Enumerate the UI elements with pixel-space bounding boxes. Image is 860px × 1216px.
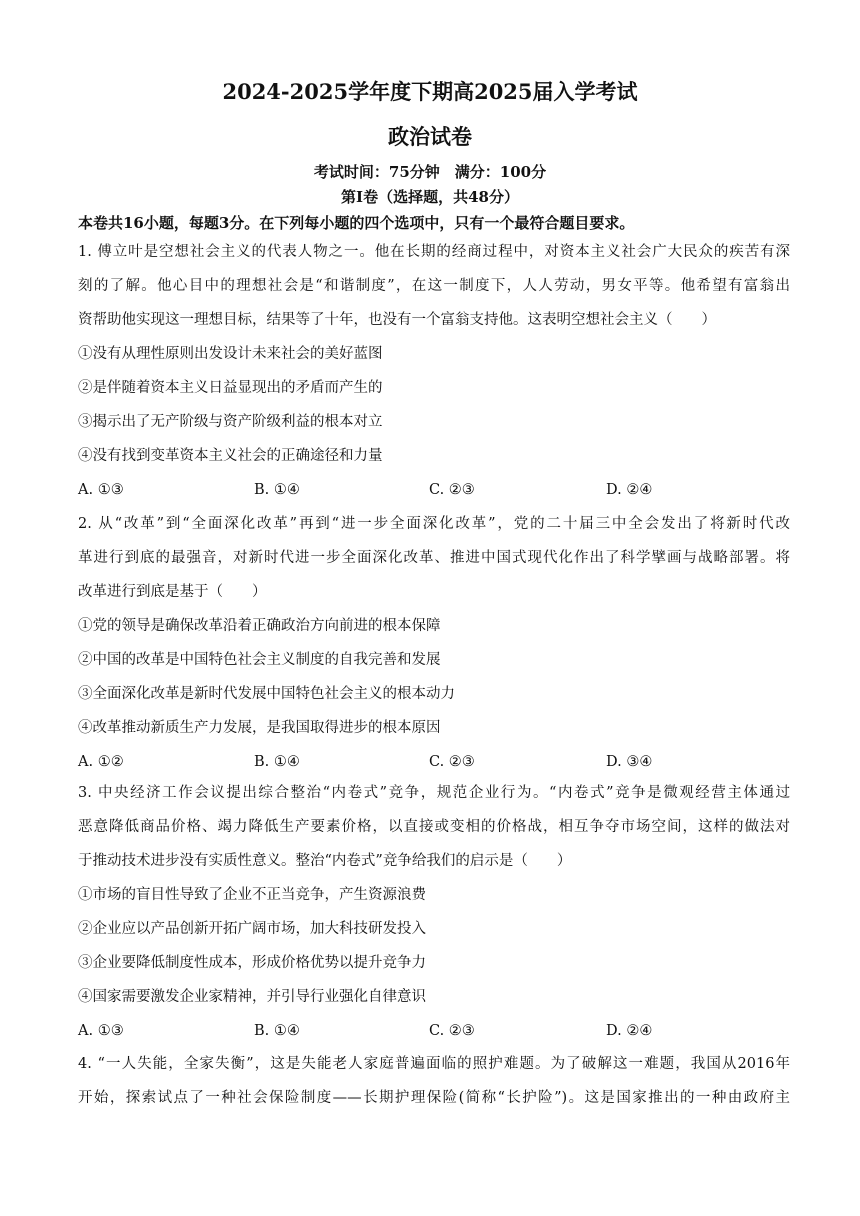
question-stem-line: 于推动技术进步没有实质性意义。整治“内卷式”竞争给我们的启示是（ ）: [78, 853, 572, 869]
question-4: [78, 1047, 790, 1115]
instructions: 本卷共16小题，每题3分。在下列每小题的四个选项中，只有一个最符合题目要求。: [78, 214, 635, 232]
choice-b: B. ①④: [254, 1023, 300, 1039]
choice-d: D. ②④: [606, 1023, 653, 1039]
choice-a: A. ①③: [78, 1023, 124, 1039]
question-stem-line: 开始，探索试点了一种社会保险制度——长期护理保险(简称“长护险”)。这是国家推出的一种由政府主: [78, 1090, 790, 1106]
section-heading: 第Ⅰ卷（选择题，共48分）: [341, 188, 519, 206]
question-1: [78, 235, 790, 507]
statement-option: ④没有找到变革资本主义社会的正确途径和力量: [78, 448, 383, 464]
statement-option: ②企业应以产品创新开拓广阔市场，加大科技研发投入: [78, 921, 426, 937]
statement-option: ②是伴随着资本主义日益显现出的矛盾而产生的: [78, 380, 383, 396]
exam-meta: 考试时间：75分钟 满分：100分: [313, 163, 547, 181]
answer-choices: [78, 745, 790, 779]
choice-c: C. ②③: [429, 1023, 475, 1039]
choice-c: C. ②③: [429, 754, 475, 770]
exam-title: 2024-2025学年度下期高2025届入学考试: [222, 79, 638, 104]
statement-option: ③企业要降低制度性成本，形成价格优势以提升竞争力: [78, 955, 426, 971]
statement-option: ①市场的盲目性导致了企业不正当竞争，产生资源浪费: [78, 887, 426, 903]
choice-c: C. ②③: [429, 482, 475, 498]
choice-b: B. ①④: [254, 482, 300, 498]
question-2: [78, 507, 790, 779]
exam-subject: 政治试卷: [388, 124, 472, 149]
statement-option: ①没有从理性原则出发设计未来社会的美好蓝图: [78, 346, 383, 362]
question-stem-line: 刻的了解。他心目中的理想社会是“和谐制度”，在这一制度下，人人劳动，男女平等。他希望有富翁出: [78, 278, 790, 294]
statement-option: ③全面深化改革是新时代发展中国特色社会主义的根本动力: [78, 686, 455, 702]
question-3: [78, 776, 790, 1048]
question-stem-line: 1. 傅立叶是空想社会主义的代表人物之一。他在长期的经商过程中，对资本主义社会广大民众的疾苦有深: [78, 244, 790, 260]
statement-option: ②中国的改革是中国特色社会主义制度的自我完善和发展: [78, 652, 441, 668]
choice-a: A. ①③: [78, 482, 124, 498]
answer-choices: [78, 473, 790, 507]
choice-b: B. ①④: [254, 754, 300, 770]
choice-a: A. ①②: [78, 754, 124, 770]
statement-option: ①党的领导是确保改革沿着正确政治方向前进的根本保障: [78, 618, 441, 634]
answer-choices: [78, 1014, 790, 1048]
choice-d: D. ③④: [606, 754, 653, 770]
question-stem-line: 资帮助他实现这一理想目标，结果等了十年，也没有一个富翁支持他。这表明空想社会主义（ ）: [78, 312, 716, 328]
statement-option: ④国家需要激发企业家精神，并引导行业强化自律意识: [78, 989, 426, 1005]
question-stem-line: 改革进行到底是基于（ ）: [78, 584, 267, 600]
statement-option: ③揭示出了无产阶级与资产阶级利益的根本对立: [78, 414, 383, 430]
question-stem-line: 革进行到底的最强音，对新时代进一步全面深化改革、推进中国式现代化作出了科学擘画与战略部署。将: [78, 550, 790, 566]
question-stem-line: 恶意降低商品价格、竭力降低生产要素价格，以直接或变相的价格战，相互争夺市场空间，这样的做法对: [78, 819, 790, 835]
choice-d: D. ②④: [606, 482, 653, 498]
question-stem-line: 4. “一人失能，全家失衡”，这是失能老人家庭普遍面临的照护难题。为了破解这一难题，我国从2016年: [78, 1056, 790, 1072]
question-stem-line: 3. 中央经济工作会议提出综合整治“内卷式”竞争，规范企业行为。“内卷式”竞争是微观经营主体通过: [78, 785, 790, 801]
statement-option: ④改革推动新质生产力发展，是我国取得进步的根本原因: [78, 720, 441, 736]
question-stem-line: 2. 从“改革”到“全面深化改革”再到“进一步全面深化改革”，党的二十届三中全会发出了将新时代改: [78, 516, 790, 532]
